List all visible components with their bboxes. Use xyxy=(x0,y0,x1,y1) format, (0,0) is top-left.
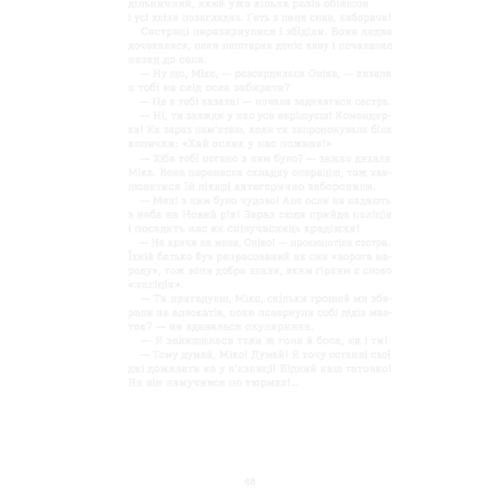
text-line: дільничний, який уже кілька разів обійшов xyxy=(128,0,369,10)
text-line: — Ну що, Міко, — розсердилася Оніка, — казала xyxy=(140,69,392,81)
text-line: — Хіба тобі погано з ним було? — зажко дихала xyxy=(140,153,391,165)
text-line: я тобі не слід осла забирати? xyxy=(128,83,291,95)
text-line: рали на адвокатів, поки повернули собі дідів мае- xyxy=(128,308,393,320)
text-line: — Я залишилася така ж гола й боса, як і ти! xyxy=(141,336,389,348)
text-line: і посадить нас як співучасниць крадіжки! xyxy=(128,223,361,235)
text-line: Їхній батько був репресований як син «ворога на- xyxy=(128,251,392,263)
body-text xyxy=(128,0,392,391)
text-line: ток? — не вдавалася окулярника. xyxy=(128,322,314,334)
text-line: — Мені з ним було чудово! Але осли не падають xyxy=(140,195,392,207)
text-line: Сестриці перезирнулися і збіділи. Вони ледве xyxy=(140,27,393,39)
text-line: — Не кричи на мене, Оніко! — прошепотіла сестра. xyxy=(139,237,391,249)
text-line: дні доживати не у в'язниці! Бідний наш таточко! xyxy=(128,364,393,376)
text-line: з неба на Новий рік! Зараз сюди прийде поліція xyxy=(128,209,393,221)
text-line: — Ти пригадуєш, Міко, скільки грошей ми збе- xyxy=(140,293,392,305)
text-line: дочекалися, поки поштарка допіє каву і почалапає xyxy=(128,41,393,53)
text-line: люватися їй лікарі категорично заборонили. xyxy=(128,181,377,193)
text-line: Як він намучився по тюрмах!.. xyxy=(128,378,299,390)
text-line: ка! Як зараз пам'ятаю, коли ти запропонувала біля xyxy=(128,125,393,137)
text-line: і усі хліви позаглядав. Геть з лиця спав, небораче! xyxy=(128,13,392,25)
text-line: роду», тож вони добре знали, яким гірким є слово xyxy=(128,265,392,277)
text-line: копички: «Хай ослик у нас поживе!» xyxy=(128,139,333,151)
text-line: «поліція». xyxy=(128,279,185,291)
text-line: Міка. Вона перенесла складну операцію, тож хви- xyxy=(128,167,392,179)
text-line: — Ні, ти завжди у нас усе вирішуєш! Командир- xyxy=(140,111,391,123)
text-line: назад до села. xyxy=(128,55,208,67)
page-number: 48 xyxy=(244,478,256,488)
text-line: — Це я тобі казала! — почала заднкатися сестра. xyxy=(139,97,392,109)
text-line: — Тому думай, Міко! Думай! Я хочу останні свої xyxy=(140,350,391,362)
